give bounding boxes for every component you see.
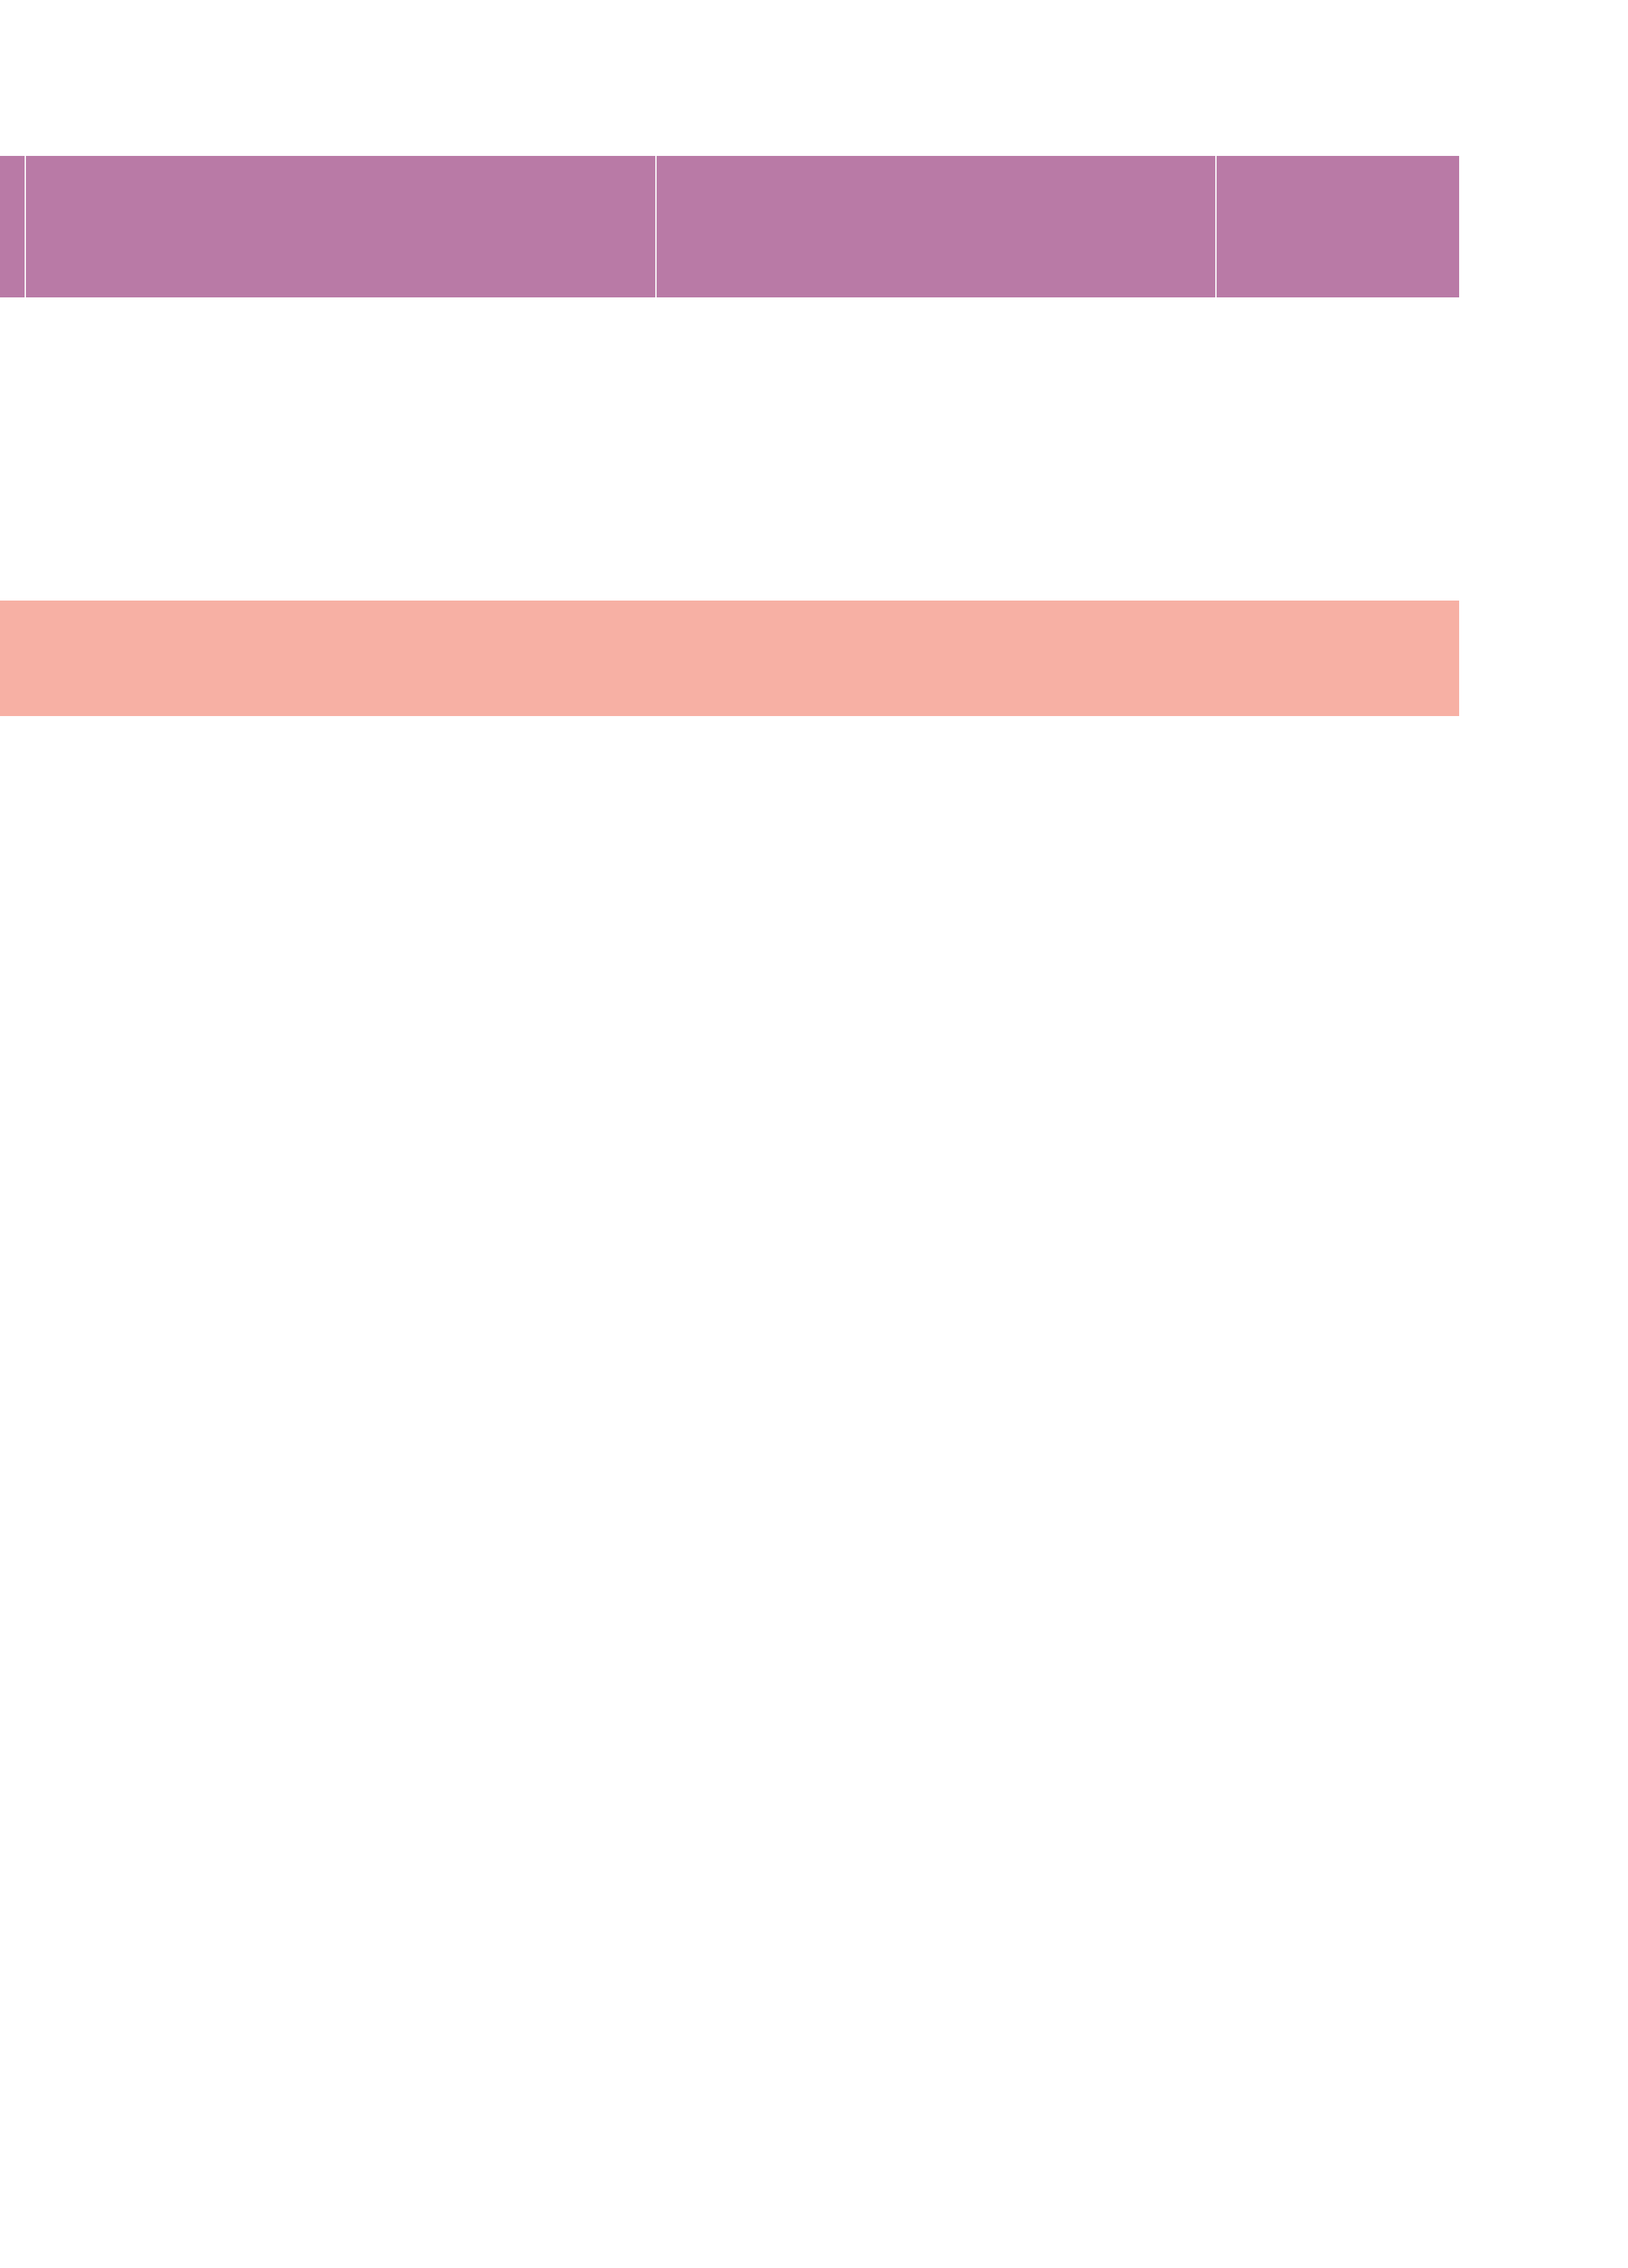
book-map-table xyxy=(0,156,1459,716)
review-row xyxy=(0,297,1459,449)
header-integrating xyxy=(657,156,1215,297)
review-row-2 xyxy=(0,449,1459,601)
header-experiencing xyxy=(26,156,655,297)
header-cell-edge xyxy=(0,156,25,297)
header-letters xyxy=(1217,156,1459,297)
table-header xyxy=(0,156,1459,297)
word-list-row xyxy=(0,601,1459,716)
